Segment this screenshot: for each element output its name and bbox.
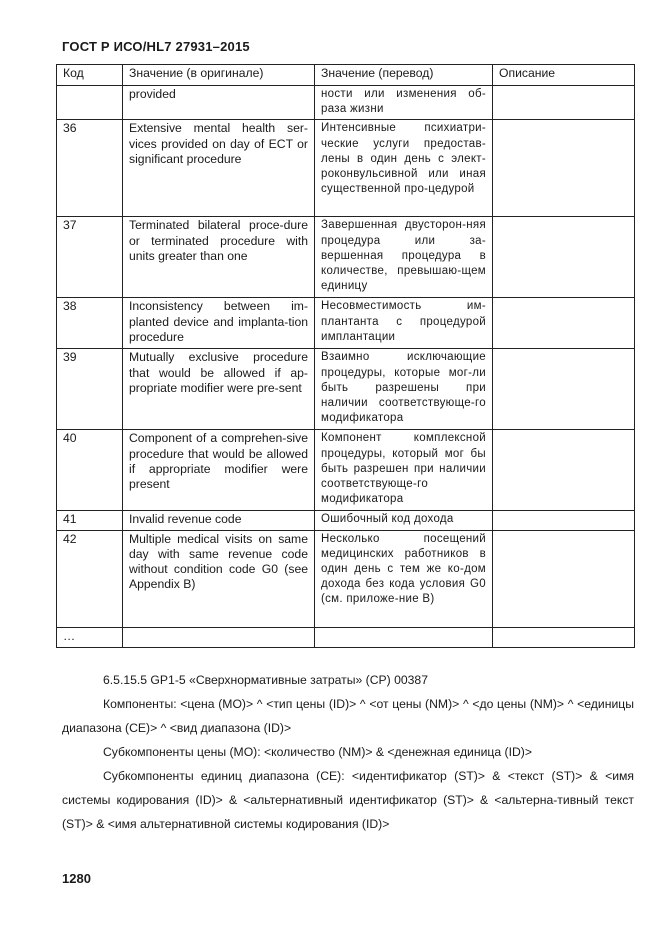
- cell-code: 41: [57, 511, 123, 530]
- cell-translation: ности или изменения об-раза жизни: [315, 86, 493, 120]
- cell-translation: [315, 627, 493, 647]
- paragraph-price-subcomponents: Субкомпоненты цены (MO): <количество (NM)> & <денежная единица (ID)>: [103, 745, 532, 759]
- cell-original: Inconsistency between im-planted device and implanta-tion procedure: [123, 298, 315, 349]
- cell-code: 37: [57, 217, 123, 298]
- table-row: [57, 627, 635, 647]
- cell-original: Extensive mental health ser-vices provided on day of ECT or significant procedure: [123, 120, 315, 217]
- cell-original: Multiple medical visits on same day with same revenue code without condition code G0 (see Appendix B): [123, 530, 315, 627]
- cell-translation: Несколько посещений медицинских работников в один день с тем же ко-дом дохода без кода условия G0 (см. приложе-ние В): [315, 530, 493, 627]
- cell-translation: Интенсивные психиатри-ческие услуги предостав-лены в один день с элект-роконвульсивной или иная существенной про-цедурой: [315, 120, 493, 217]
- cell-description: [493, 298, 635, 349]
- column-header-description: Описание: [493, 65, 635, 86]
- cell-description: [493, 530, 635, 627]
- column-header-code: Код: [57, 65, 123, 86]
- cell-original: Mutually exclusive procedure that would be allowed if ap-propriate modifier were pre-sent: [123, 349, 315, 430]
- cell-code: 42: [57, 530, 123, 627]
- cell-description: [493, 627, 635, 647]
- cell-description: [493, 430, 635, 511]
- cell-description: [493, 217, 635, 298]
- table-row: [57, 120, 635, 217]
- table-row: [57, 530, 635, 627]
- table-row: [57, 349, 635, 430]
- cell-translation: Ошибочный код дохода: [315, 511, 493, 530]
- cell-translation: Взаимно исключающие процедуры, которые мог-ли быть разрешены при наличии соответствующе-го модификатора: [315, 349, 493, 430]
- table-row: [57, 86, 635, 120]
- cell-translation: Завершенная двусторон-няя процедура или за-вершенная процедура в количестве, превышаю-щем единицу: [315, 217, 493, 298]
- cell-translation: Компонент комплексной процедуры, который мог бы быть разрешен при наличии соответствующе-го модификатора: [315, 430, 493, 511]
- cell-code: 38: [57, 298, 123, 349]
- section-heading: 6.5.15.5 GP1-5 «Сверхнормативные затраты» (CP) 00387: [103, 673, 428, 687]
- codes-table: [56, 64, 635, 648]
- cell-code: 40: [57, 430, 123, 511]
- table-row: [57, 511, 635, 530]
- body-text: [62, 668, 634, 836]
- cell-code: [57, 86, 123, 120]
- cell-translation: Несовместимость им-плантанта с процедурой имплантации: [315, 298, 493, 349]
- cell-original: [123, 627, 315, 647]
- cell-description: [493, 120, 635, 217]
- paragraph-range-subcomponents: Субкомпоненты единиц диапазона (CE): <идентификатор (ST)> & <текст (ST)> & <имя системы кодирования (ID)> & <альтернативный идентификатор (ST)> & <альтерна-тивный текст (ST)> & <имя альтернативной системы кодирования (ID)>: [62, 769, 634, 831]
- cell-original: Terminated bilateral proce-dure or terminated procedure with units greater than one: [123, 217, 315, 298]
- column-header-translation: Значение (перевод): [315, 65, 493, 86]
- cell-description: [493, 511, 635, 530]
- cell-original: Component of a comprehen-sive procedure that would be allowed if appropriate modifier were present: [123, 430, 315, 511]
- table-row: [57, 217, 635, 298]
- cell-description: [493, 349, 635, 430]
- table-row: [57, 298, 635, 349]
- table-row: [57, 430, 635, 511]
- paragraph-components: Компоненты: <цена (MO)> ^ <тип цены (ID)> ^ <от цены (NM)> ^ <до цены (NM)> ^ <единицы диапазона (CE)> ^ <вид диапазона (ID)>: [62, 697, 634, 735]
- column-header-original: Значение (в оригинале): [123, 65, 315, 86]
- cell-code: 36: [57, 120, 123, 217]
- cell-code: …: [57, 627, 123, 647]
- cell-original: Invalid revenue code: [123, 511, 315, 530]
- table-header-row: [57, 65, 635, 86]
- page-number: 1280: [62, 871, 91, 886]
- document-header: ГОСТ Р ИСО/HL7 27931–2015: [62, 39, 250, 54]
- cell-original: provided: [123, 86, 315, 120]
- cell-code: 39: [57, 349, 123, 430]
- cell-description: [493, 86, 635, 120]
